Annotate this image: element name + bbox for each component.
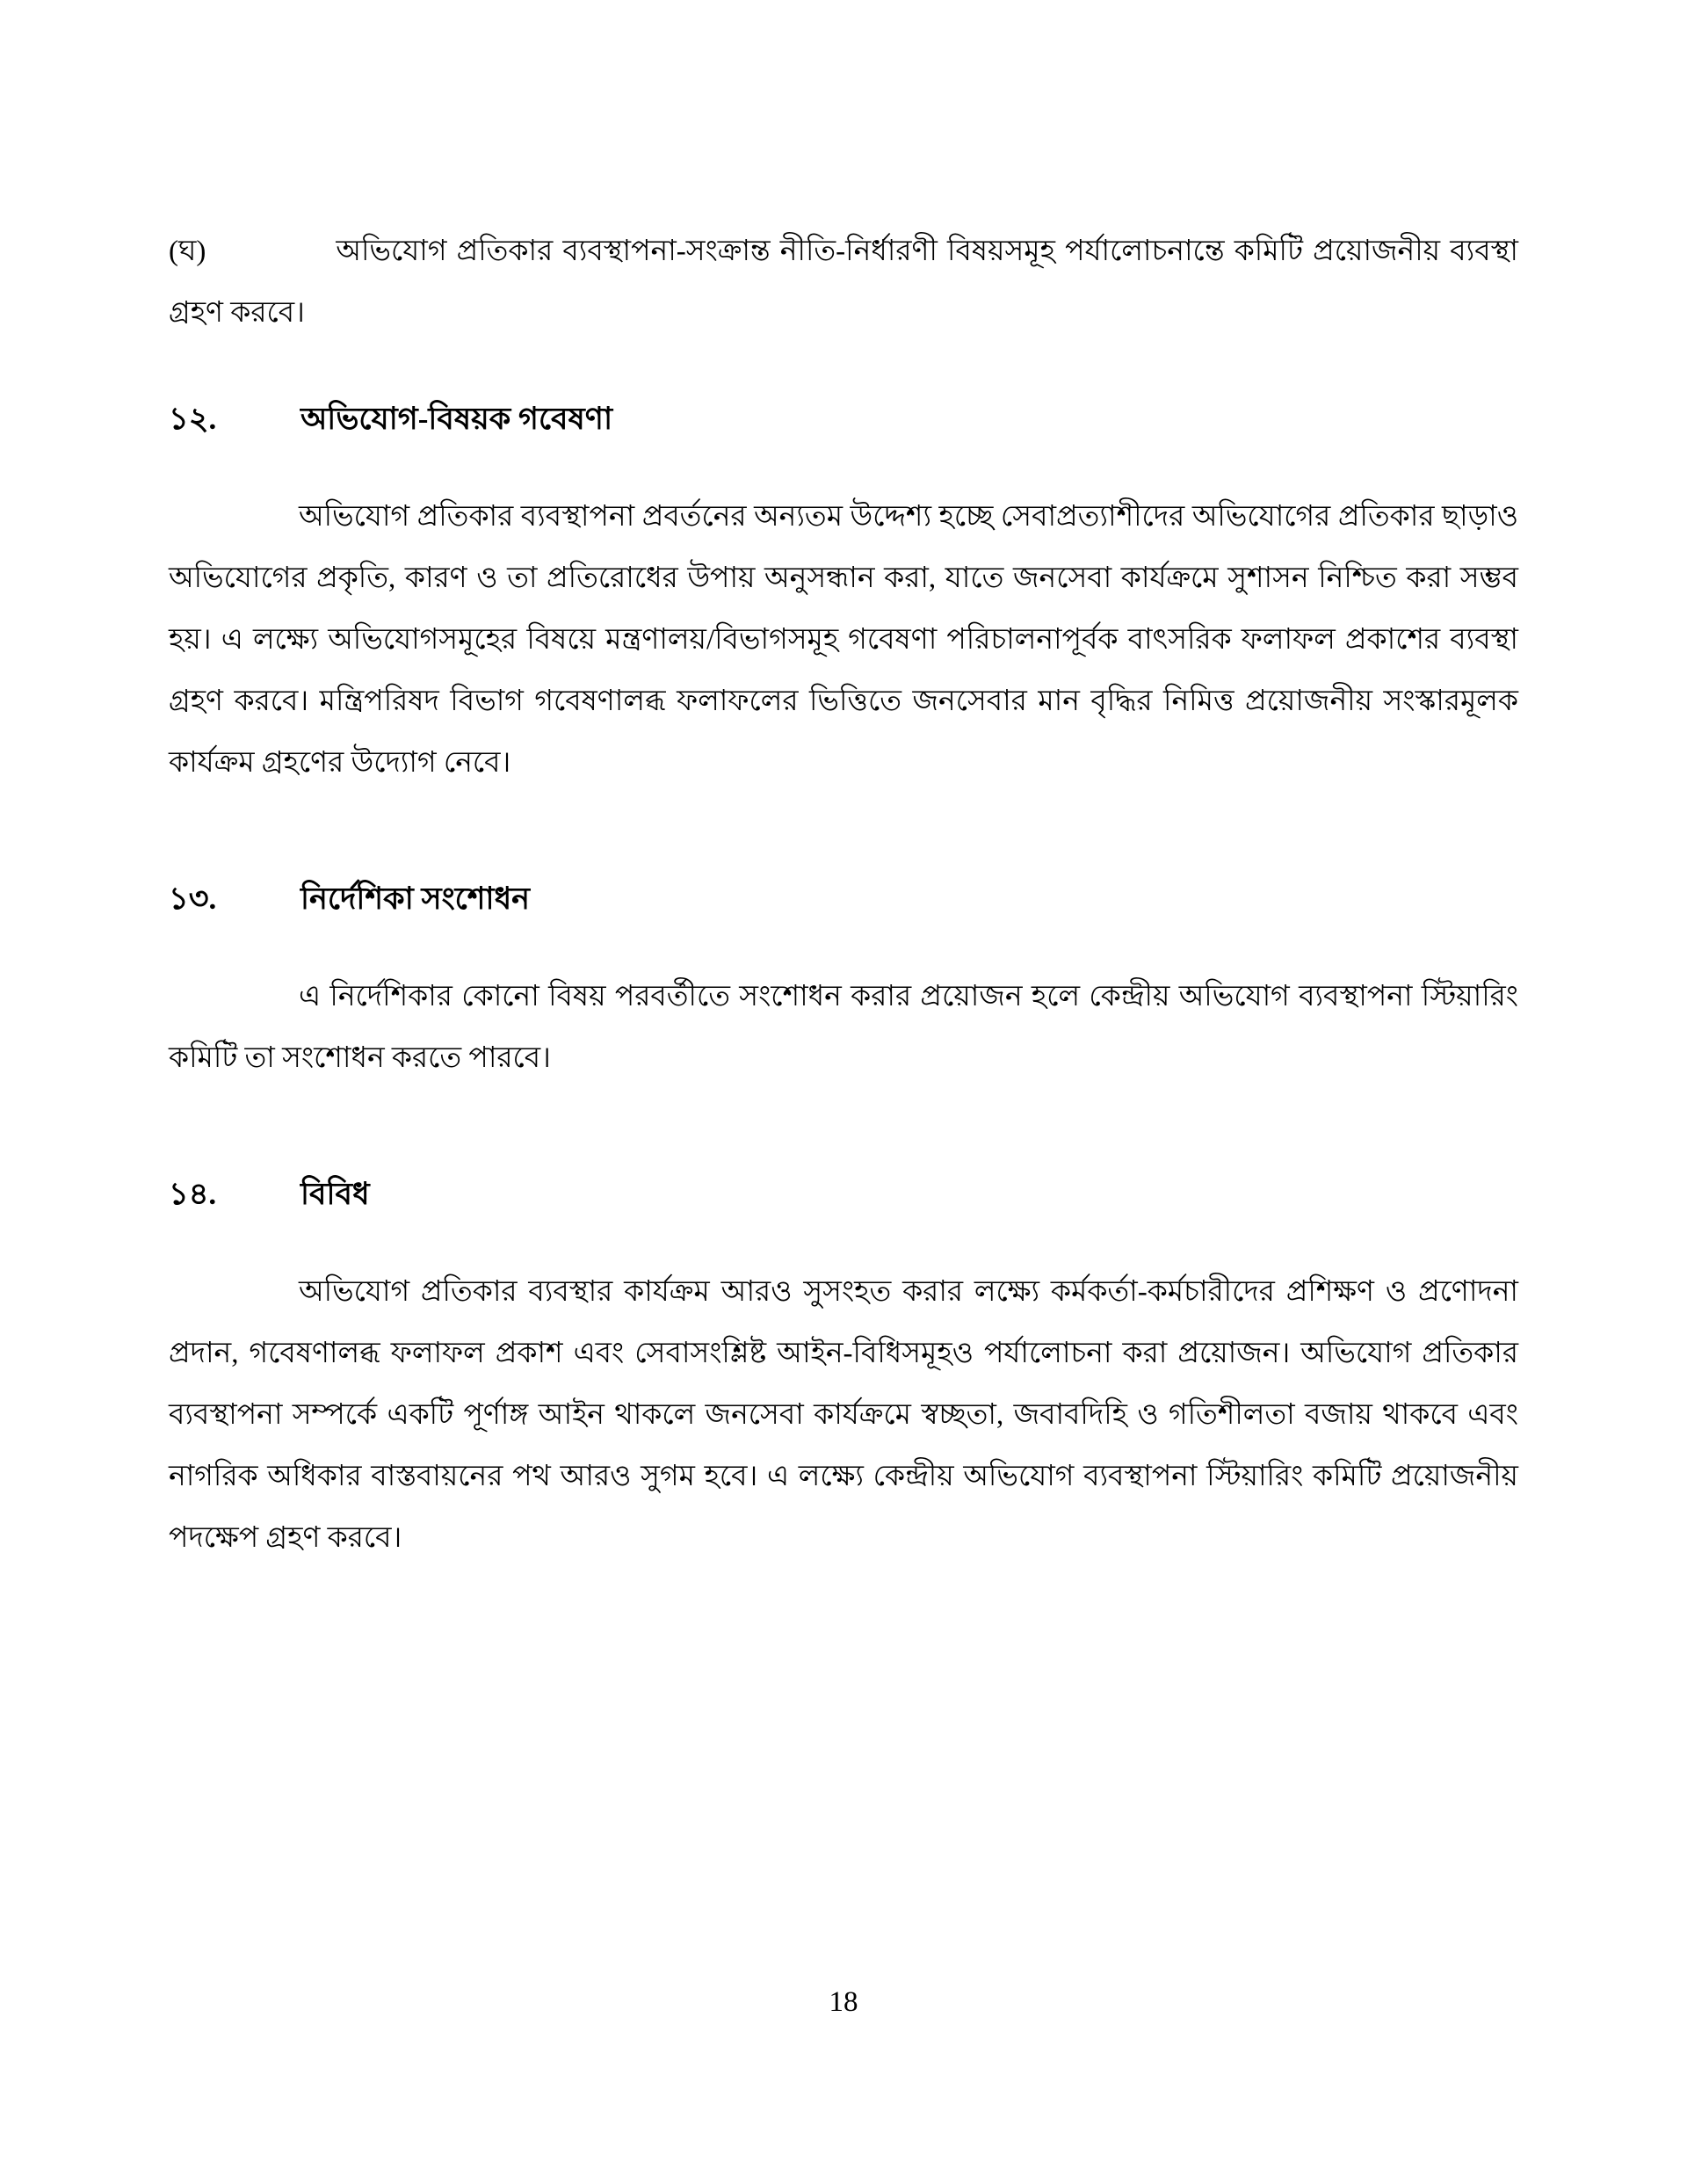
section-13-body: এ নির্দেশিকার কোনো বিষয় পরবর্তীতে সংশোধন করার প্রয়োজন হলে কেন্দ্রীয় অভিযোগ ব্যবস্থাপনা স্টিয়ারিং কমিটি তা সংশোধন করতে পারবে। (169, 981, 1518, 1074)
section-12-number: ১২. (169, 402, 217, 436)
clause-gha-paragraph (169, 221, 1518, 344)
section-12 (169, 398, 1518, 794)
section-14-heading (169, 1173, 1518, 1215)
page-number: 18 (829, 1986, 858, 2018)
section-13-title: নির্দেশিকা সংশোধন (300, 882, 531, 916)
section-12-heading (169, 398, 1518, 440)
section-13-heading (169, 878, 1518, 920)
section-12-title: অভিযোগ-বিষয়ক গবেষণা (300, 402, 613, 436)
clause-label: (ঘ) (169, 236, 206, 267)
section-12-body: অভিযোগ প্রতিকার ব্যবস্থাপনা প্রবর্তনের অন্যতম উদ্দেশ্য হচ্ছে সেবাপ্রত্যাশীদের অভিযোগের প্রতিকার ছাড়াও অভিযোগের প্রকৃতি, কারণ ও তা প্রতিরোধের উপায় অনুসন্ধান করা, যাতে জনসেবা কার্যক্রমে সুশাসন নিশ্চিত করা সম্ভব হয়। এ লক্ষ্যে অভিযোগসমূহের বিষয়ে মন্ত্রণালয়/বিভাগসমূহ গবেষণা পরিচালনাপূর্বক বাৎসরিক ফলাফল প্রকাশের ব্যবস্থা গ্রহণ করবে। মন্ত্রিপরিষদ বিভাগ গবেষণালব্ধ ফলাফলের ভিত্তিতে জনসেবার মান বৃদ্ধির নিমিত্ত প্রয়োজনীয় সংস্কারমূলক কার্যক্রম গ্রহণের উদ্যোগ নেবে। (169, 501, 1518, 779)
section-13 (169, 878, 1518, 1089)
section-14-title: বিবিধ (300, 1177, 370, 1211)
section-13-number: ১৩. (169, 882, 217, 916)
clause-text: অভিযোগ প্রতিকার ব্যবস্থাপনা-সংক্রান্ত নীতি-নির্ধারণী বিষয়সমূহ পর্যালোচনান্তে কমিটি প্রয়োজনীয় ব্যবস্থা গ্রহণ করবে। (169, 236, 1518, 329)
section-14-body: অভিযোগ প্রতিকার ব্যবস্থার কার্যক্রম আরও সুসংহত করার লক্ষ্যে কর্মকর্তা-কর্মচারীদের প্রশিক্ষণ ও প্রণোদনা প্রদান, গবেষণালব্ধ ফলাফল প্রকাশ এবং সেবাসংশ্লিষ্ট আইন-বিধিসমূহও পর্যালোচনা করা প্রয়োজন। অভিযোগ প্রতিকার ব্যবস্থাপনা সম্পর্কে একটি পূর্ণাঙ্গ আইন থাকলে জনসেবা কার্যক্রমে স্বচ্ছতা, জবাবদিহি ও গতিশীলতা বজায় থাকবে এবং নাগরিক অধিকার বাস্তবায়নের পথ আরও সুগম হবে। এ লক্ষ্যে কেন্দ্রীয় অভিযোগ ব্যবস্থাপনা স্টিয়ারিং কমিটি প্রয়োজনীয় পদক্ষেপ গ্রহণ করবে। (169, 1276, 1518, 1554)
section-14-number: ১৪. (169, 1177, 217, 1211)
section-14 (169, 1173, 1518, 1569)
